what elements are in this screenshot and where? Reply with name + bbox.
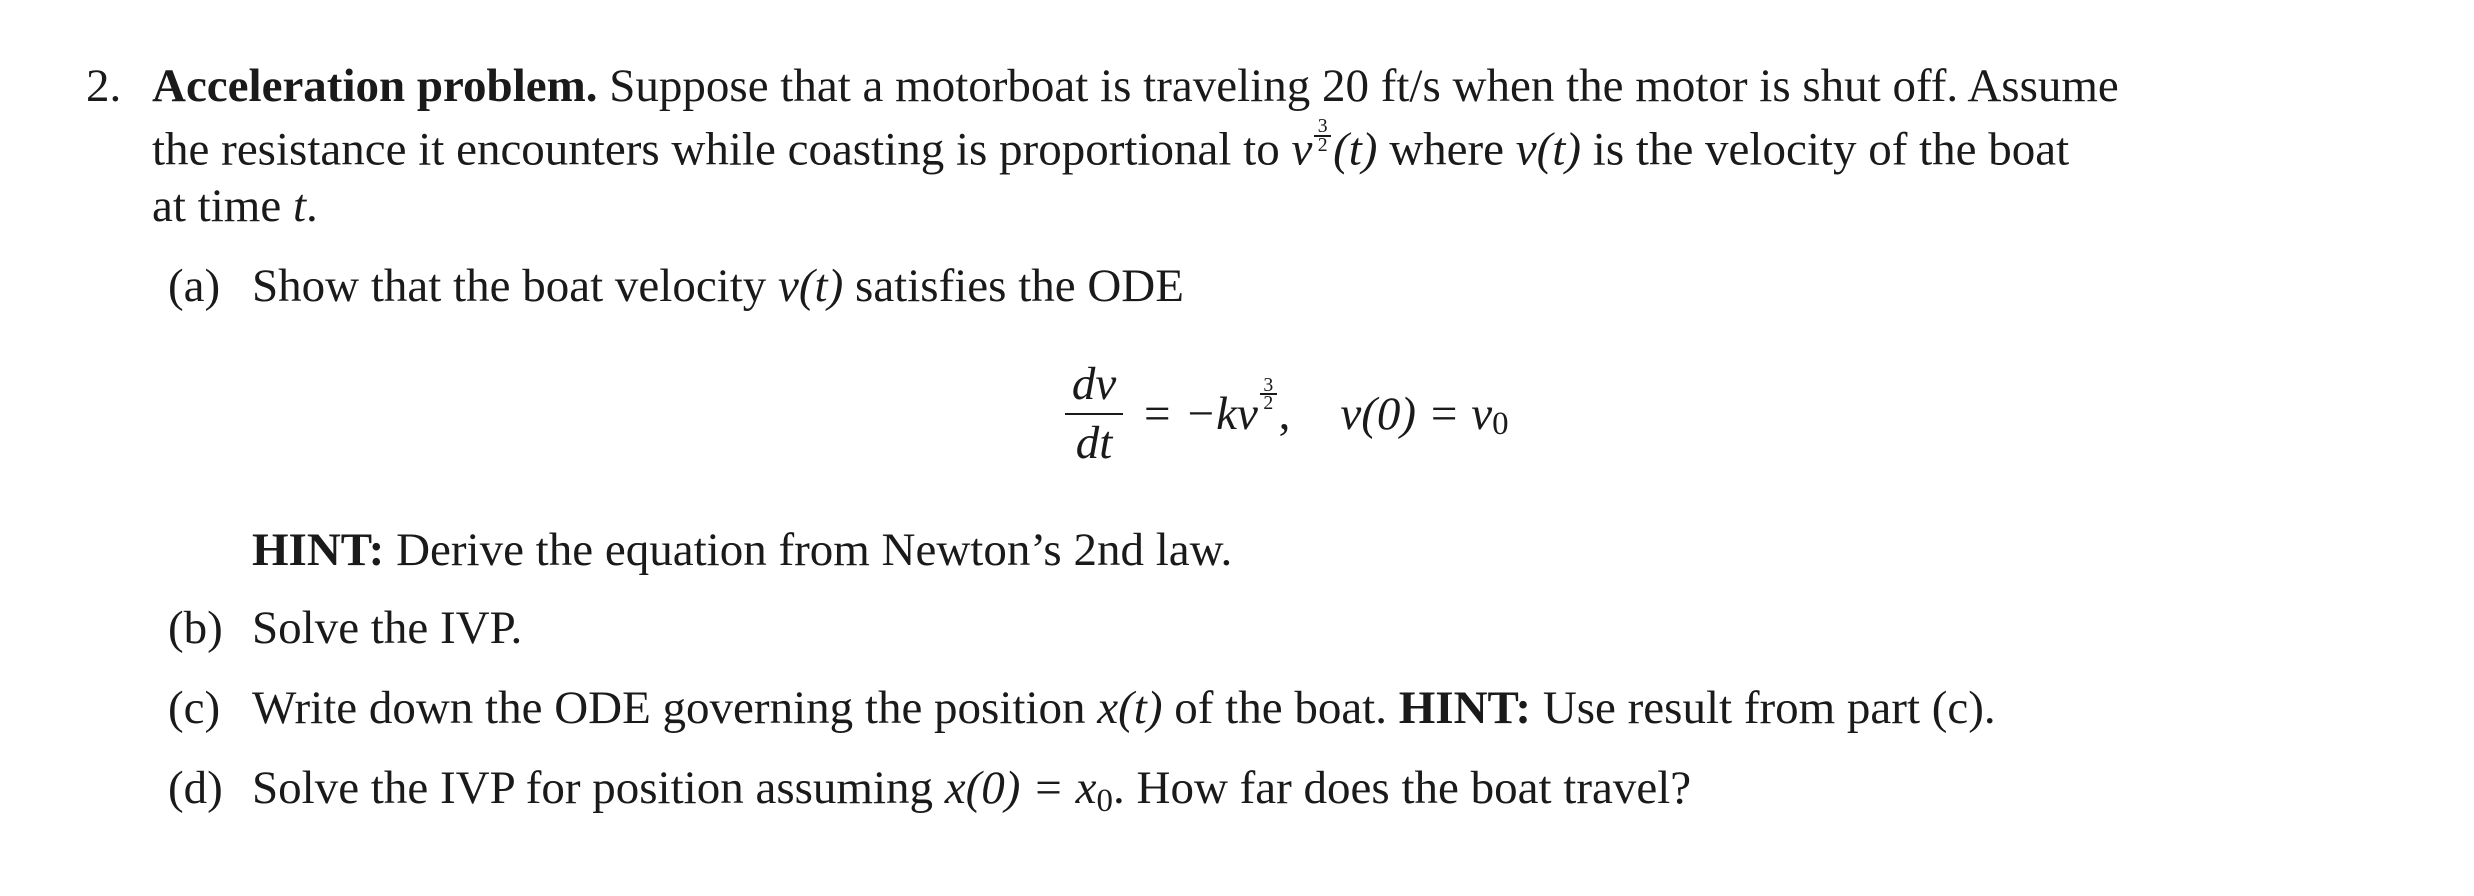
- initial-condition-subscript: 0: [1492, 405, 1509, 442]
- problem-line-2: [152, 115, 2070, 178]
- part-b-text: Solve the IVP.: [252, 602, 523, 654]
- part-a-text: [252, 258, 1184, 314]
- problem-line-1: [152, 58, 2119, 114]
- initial-condition: v(0) = v: [1340, 388, 1493, 441]
- part-a-label: (a): [168, 260, 221, 312]
- equation-exponent: [1260, 373, 1277, 415]
- problem-line-3-pre: at time: [152, 180, 293, 232]
- part-c-label: (c): [168, 682, 221, 734]
- part-d-text: [252, 760, 1691, 822]
- part-c-text: [252, 680, 1996, 736]
- velocity-variable: v: [1291, 123, 1313, 176]
- equation-rhs: = −kv: [1141, 388, 1258, 441]
- problem-line-3-post: .: [306, 180, 318, 232]
- hint-text: Derive the equation from Newton’s 2nd law.: [384, 524, 1233, 576]
- exponent-denominator: 2: [1317, 133, 1328, 156]
- exponent-fraction: [1314, 115, 1331, 156]
- time-variable: t: [292, 180, 307, 232]
- problem-line-2-mid: where: [1377, 123, 1516, 176]
- part-d-text-pre: Solve the IVP for position assuming: [252, 762, 945, 814]
- equation-comma: ,: [1278, 388, 1291, 441]
- equation-exponent-denominator: 2: [1263, 392, 1274, 415]
- position-subscript: 0: [1096, 783, 1113, 820]
- part-a-text-pre: Show that the boat velocity: [252, 260, 779, 312]
- problem-line-2-pre: the resistance it encounters while coasting is proportional to: [152, 123, 1292, 176]
- derivative-fraction: [1065, 360, 1123, 469]
- derivative-denominator: dt: [1075, 417, 1113, 470]
- hint-label: HINT:: [252, 524, 385, 576]
- part-c-text-pre: Write down the ODE governing the position: [252, 682, 1098, 734]
- problem-line-3: [152, 178, 318, 234]
- part-d-text-post: . How far does the boat travel?: [1113, 762, 1692, 814]
- part-c-hint-label: HINT:: [1398, 682, 1532, 734]
- problem-number: 2.: [86, 60, 122, 112]
- part-c-hint-text: Use result from part (c).: [1531, 682, 1996, 734]
- problem-line-1-text: Suppose that a motorboat is traveling 20 ft/s when the motor is shut off. Assume: [609, 60, 2119, 112]
- problem-line-2-post: is the velocity of the boat: [1581, 123, 2070, 176]
- position-function: x(t): [1097, 682, 1163, 734]
- equation-exponent-numerator: 3: [1263, 373, 1274, 396]
- part-a-text-post: satisfies the ODE: [843, 260, 1184, 312]
- problem-title: Acceleration problem.: [152, 60, 598, 112]
- part-b-label: (b): [168, 602, 223, 654]
- part-a-velocity: v(t): [778, 260, 844, 312]
- part-c-text-mid: of the boat.: [1162, 682, 1399, 734]
- position-initial-condition: x(0) = x: [944, 762, 1097, 814]
- ode-equation: [1065, 360, 1509, 469]
- part-a-hint: [252, 522, 1232, 578]
- part-d-label: (d): [168, 762, 223, 814]
- derivative-bar: [1065, 413, 1123, 415]
- derivative-numerator: dv: [1071, 358, 1117, 410]
- exponent-numerator: 3: [1317, 115, 1328, 137]
- velocity-function: v(t): [1515, 123, 1582, 176]
- time-argument: (t): [1333, 123, 1378, 176]
